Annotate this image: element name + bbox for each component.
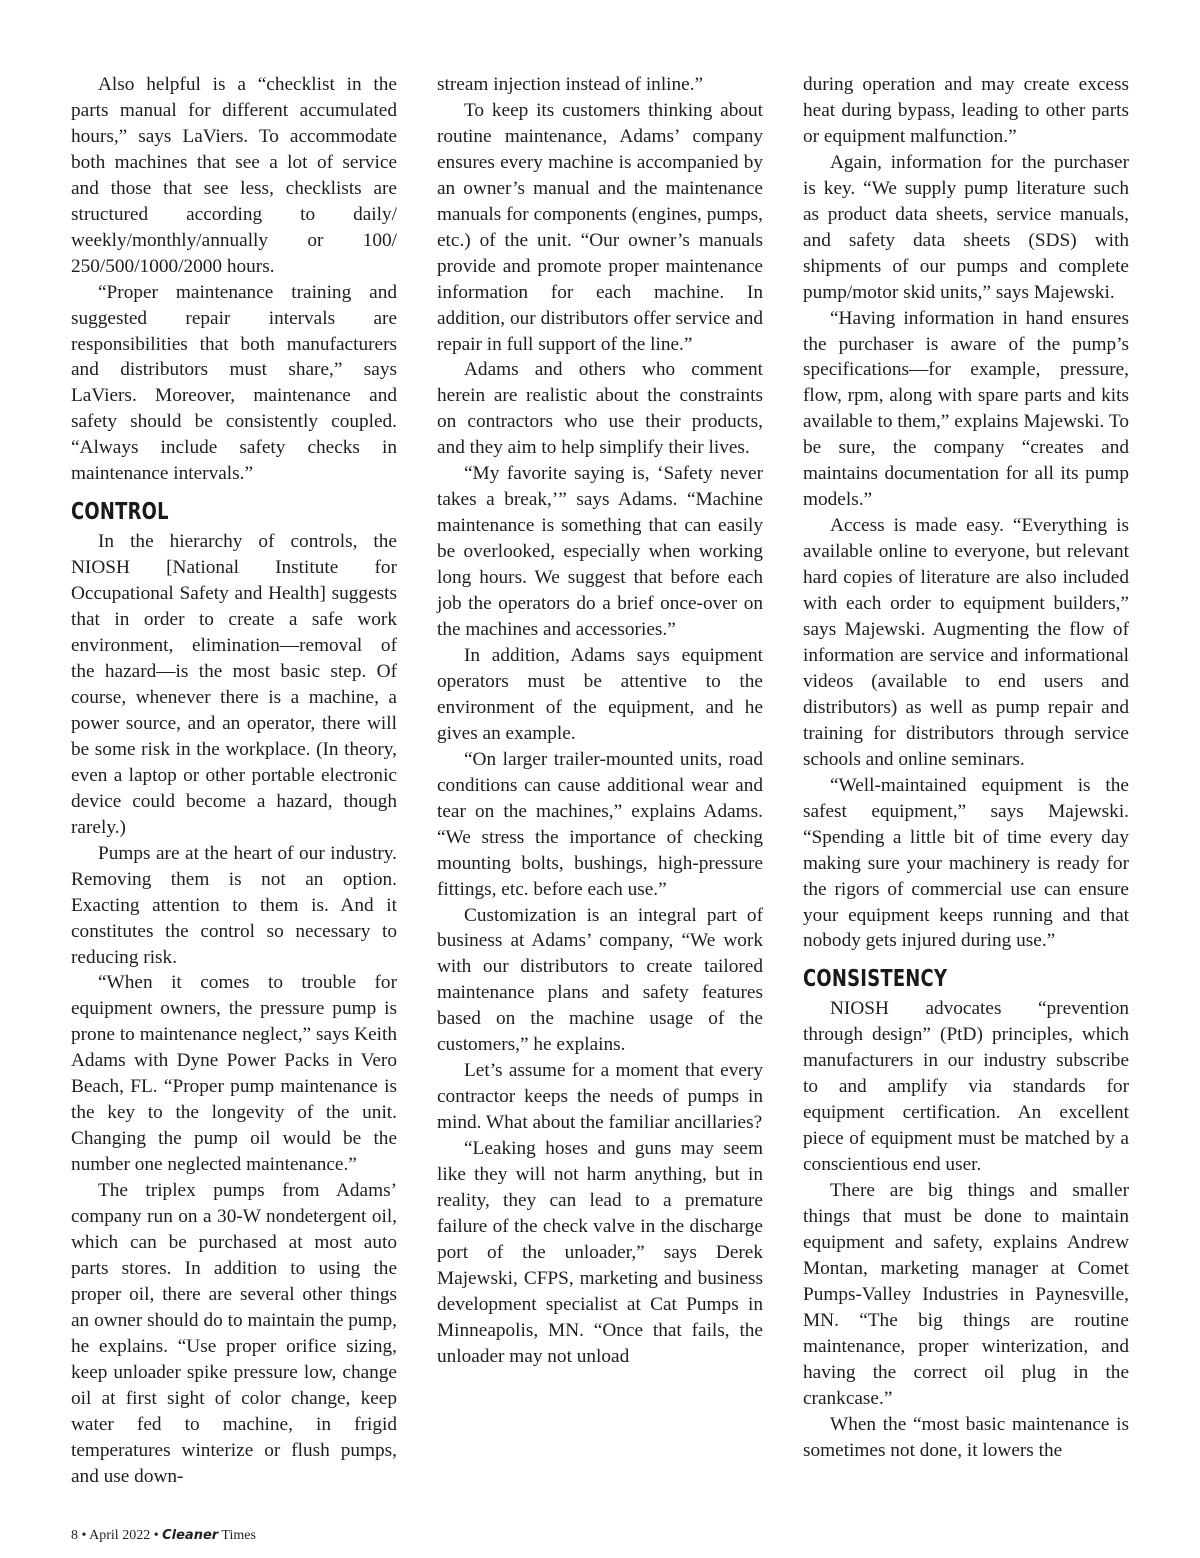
paragraph: “On larger trailer-mounted units, road conditions can cause additional wear and tear on the machines,” explains Adams. “We stress the importance of checking mounting bolts, bushings, high-pressure fittings, etc. before each use.” — [437, 748, 763, 900]
paragraph: There are big things and smaller things that must be done to maintain equipment and safety, explains Andrew Montan, marketing manager at Comet Pumps-Valley Industries in Paynesville, MN. “The big things are routine maintenance, proper winterization, and having the correct oil plug in the crankcase.” — [803, 1180, 1129, 1409]
magazine-name-times: Times — [218, 1528, 256, 1543]
paragraph: “Well-maintained equipment is the safest equipment,” says Majewski. “Spending a little bit of time every day making sure your machinery is ready for the rigors of commercial use can ensure your equipment keeps running and that nobody gets injured during use.” — [803, 774, 1129, 952]
paragraph: stream injection instead of inline.” — [437, 74, 704, 95]
paragraph: “Proper maintenance training and suggested repair intervals are responsibilities that both manufacturers and distributors must share,” says LaViers. Moreover, maintenance and safety should be consistently coupled. “Always include safety checks in maintenance intervals.” — [71, 281, 397, 485]
paragraph: In the hierarchy of controls, the NIOSH [National Institute for Occupational Safety and Health] suggests that in order to create a safe work environment, elimination—removal of the hazard—is the most basic step. Of course, whenever there is a machine, a power source, and an operator, there will be some risk in the workplace. (In theory, even a laptop or other portable electronic device could become a hazard, though rarely.) — [71, 531, 397, 838]
article-column-1 — [71, 72, 397, 1490]
section-heading-consistency: CONSISTENCY — [803, 966, 948, 993]
paragraph: “Having information in hand ensures the purchaser is aware of the pump’s specifications—for example, pressure, flow, rpm, along with spare parts and kits available to them,” explains Majewski. To be sure, the company “creates and maintains documentation for all its pump models.” — [803, 307, 1129, 511]
paragraph: “My favorite saying is, ‘Safety never takes a break,’” says Adams. “Machine maintenance is something that can easily be overlooked, especially when working long hours. We suggest that before each job the operators do a brief once-over on the machines and accessories.” — [437, 463, 763, 641]
article-column-2 — [437, 72, 763, 1370]
issue-date: April 2022 — [89, 1528, 151, 1543]
paragraph: Again, information for the purchaser is key. “We supply pump literature such as product data sheets, service manuals, and safety data sheets (SDS) with shipments of our pumps and complete pump/motor skid units,” says Majewski. — [803, 151, 1129, 303]
paragraph: To keep its customers thinking about routine maintenance, Adams’ company ensures every machine is accompanied by an owner’s manual and the maintenance manuals for components (engines, pumps, etc.) of the unit. “Our owner’s manuals provide and promote proper maintenance information for each machine. In addition, our distributors offer service and repair in full support of the line.” — [437, 99, 763, 355]
paragraph: The triplex pumps from Adams’ company run on a 30-W nondetergent oil, which can be purchased at most auto parts stores. In addition to using the proper oil, there are several other things an owner should do to maintain the pump, he explains. “Use proper orifice sizing, keep unloader spike pressure low, change oil at first sight of color change, keep water fed to machine, in frigid temperatures winterize or flush pumps, and use down- — [71, 1180, 397, 1487]
paragraph: Customization is an integral part of business at Adams’ company, “We work with our distributors to create tailored maintenance plans and safety features based on the machine usage of the customers,” he explains. — [437, 904, 763, 1056]
paragraph: When the “most basic maintenance is sometimes not done, it lowers the — [803, 1413, 1129, 1461]
paragraph: Let’s assume for a moment that every contractor keeps the needs of pumps in mind. What about the familiar ancillaries? — [437, 1060, 763, 1134]
paragraph: Pumps are at the heart of our industry. Removing them is not an option. Exacting attention to them is. And it constitutes the control so necessary to reducing risk. — [71, 842, 397, 968]
page-footer — [71, 1528, 256, 1544]
page-number: 8 — [71, 1528, 78, 1543]
paragraph: during operation and may create excess heat during bypass, leading to other parts or equipment malfunction.” — [803, 74, 1129, 147]
footer-bullet: • — [150, 1528, 163, 1543]
paragraph: Also helpful is a “checklist in the parts manual for different accumulated hours,” says LaViers. To accommodate both machines that see a lot of service and those that see less, checklists are structured according to daily/ weekly/monthly/annually or 100/ 250/500/1000/2000 hours. — [71, 74, 397, 277]
paragraph: “Leaking hoses and guns may seem like they will not harm anything, but in reality, they can lead to a premature failure of the check valve in the discharge port of the unloader,” says Derek Majewski, CFPS, marketing and business development specialist at Cat Pumps in Minneapolis, MN. “Once that fails, the unloader may not unload — [437, 1138, 763, 1367]
footer-bullet: • — [78, 1528, 90, 1543]
article-column-3 — [803, 72, 1129, 1464]
paragraph: In addition, Adams says equipment operators must be attentive to the environment of the equipment, and he gives an example. — [437, 644, 763, 744]
paragraph: Access is made easy. “Everything is available online to everyone, but relevant hard copies of literature are also included with each order to equipment builders,” says Majewski. Augmenting the flow of information are service and informational videos (available to end users and distributors) as well as pump repair and training for distributors through service schools and online seminars. — [803, 515, 1129, 770]
section-heading-control: CONTROL — [71, 499, 169, 526]
magazine-name-cleaner: Cleaner — [162, 1528, 219, 1543]
paragraph: NIOSH advocates “prevention through design” (PtD) principles, which manufacturers in our industry subscribe to and amplify via standards for equipment certification. An excellent piece of equipment must be matched by a conscientious end user. — [803, 998, 1129, 1176]
paragraph: Adams and others who comment herein are realistic about the constraints on contractors who use their products, and they aim to help simplify their lives. — [437, 359, 763, 459]
paragraph: “When it comes to trouble for equipment owners, the pressure pump is prone to maintenance neglect,” says Keith Adams with Dyne Power Packs in Vero Beach, FL. “Proper pump maintenance is the key to the longevity of the unit. Changing the pump oil would be the number one neglected maintenance.” — [71, 972, 397, 1176]
